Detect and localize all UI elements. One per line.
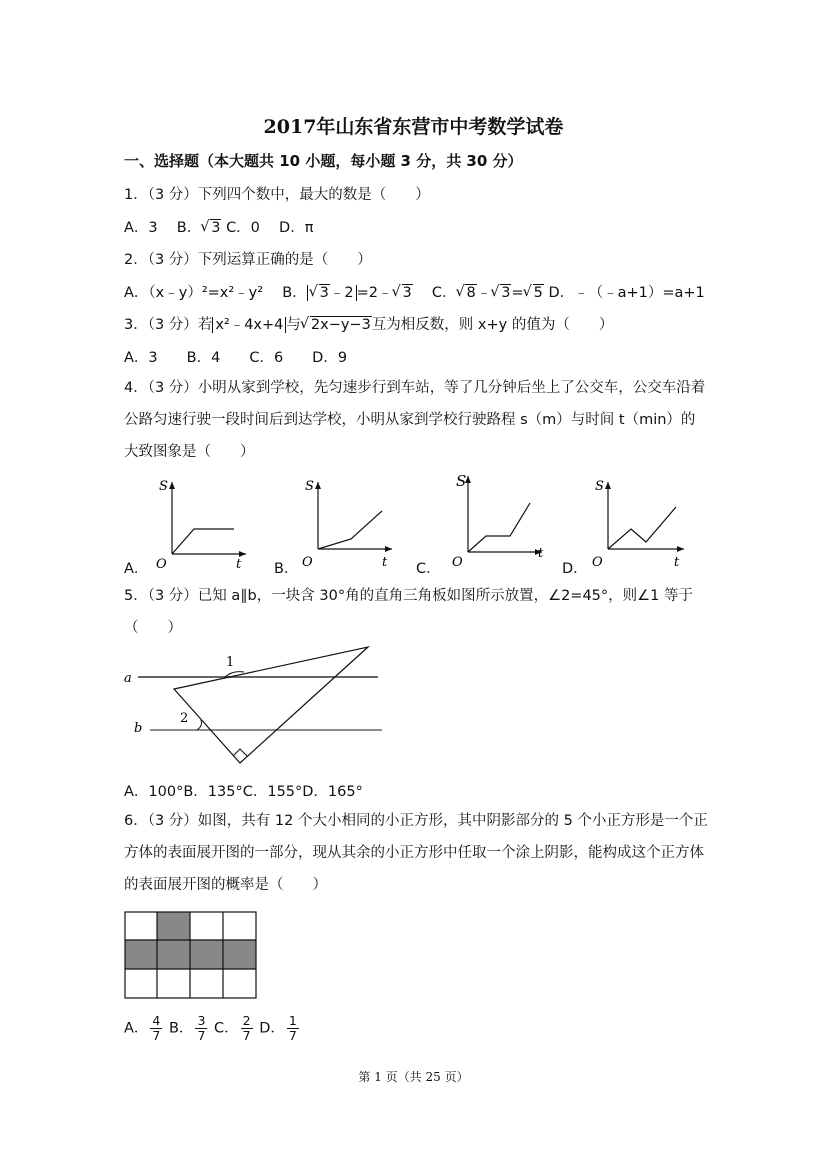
q2-option-a: A．（x﹣y）²=x²﹣y²: [124, 285, 264, 301]
q4-graph-d: [586, 476, 691, 568]
q5-label-angle-2: 2: [180, 711, 189, 726]
q4-option-a: A．: [124, 561, 149, 577]
q2-option-b-abs: √ 3﹣2: [307, 285, 357, 301]
q4-c-t-label: t: [538, 546, 544, 561]
q2-options: A．（x﹣y）²=x²﹣y² B．√ 3﹣2 =2﹣√ 3 C．√ 8﹣√ 3=√ 5 D．﹣（﹣a+1）=a+1: [124, 281, 705, 302]
q6-shaded-square: [190, 940, 223, 969]
q1-option-d: D．π: [279, 220, 314, 236]
section-heading: 一、选择题（本大题共 10 小题，每小题 3 分，共 30 分）: [124, 152, 523, 170]
q4-option-b: B．: [274, 561, 299, 577]
q5-figure: [120, 640, 390, 770]
q4-stem: 4．（3 分）小明从家到学校，先匀速步行到车站，等了几分钟后坐上了公交车，公交车沿着公路匀速行驶一段时间后到达学校，小明从家到学校行驶路程 s（m）与时间 t（min）的大致图象是（ ）: [124, 380, 706, 460]
page-title: 2017年山东省东营市中考数学试卷: [263, 116, 564, 138]
q3-options: A．3 B．4 C．6 D．9: [124, 350, 348, 366]
q6-option-d-fraction: $\frac{1}{7}$: [288, 1013, 297, 1043]
q4-d-t-label: t: [674, 555, 680, 568]
q4-b-s-label: S: [305, 479, 314, 494]
page-footer: 第 1 页（共 25 页）: [358, 1070, 469, 1084]
q1-options: [124, 216, 313, 237]
q2-stem: 2．（3 分）下列运算正确的是（ ）: [124, 252, 372, 268]
q5-label-angle-1: 1: [226, 655, 235, 670]
q4-graph-b: [296, 476, 396, 568]
q4-option-c: C．: [416, 561, 441, 577]
q1-stem: 1．（3 分）下列四个数中，最大的数是（ ）: [124, 187, 430, 203]
q4-c-origin: O: [452, 555, 463, 568]
q6-option-d-label: D．: [259, 1020, 285, 1037]
q4-a-t-label: t: [236, 557, 242, 568]
q4-graph-c: [446, 470, 551, 568]
q4-b-origin: O: [302, 555, 313, 568]
q3-stem: 3．（3 分）若 x²﹣4x+4 与√ 2x−y−3互为相反数，则 x+y 的值为（ ）: [124, 313, 613, 334]
q6-shaded-square: [157, 940, 190, 969]
q4-a-s-label: S: [159, 479, 168, 494]
q5-label-b: b: [134, 721, 143, 736]
q6-option-a-fraction: $\frac{4}{7}$: [152, 1013, 161, 1043]
q6-shaded-square: [223, 940, 256, 969]
q6-stem: 6．（3 分）如图，共有 12 个大小相同的小正方形，其中阴影部分的 5 个小正方形是一个正方体的表面展开图的一部分，现从其余的小正方形中任取一个涂上阴影，能构成这个正方体的表面展开图的概率是（ ）: [124, 813, 708, 893]
q4-graph-a: [150, 476, 250, 568]
q5-label-a: a: [124, 671, 132, 686]
q4-c-s-label: S: [456, 472, 467, 490]
q5-triangle: [174, 647, 368, 763]
q4-option-d: D．: [562, 561, 588, 577]
q6-shaded-square: [157, 912, 190, 940]
q2-option-b-label: B．: [282, 285, 307, 301]
q2-option-d: D．﹣（﹣a+1）=a+1: [548, 285, 705, 301]
q3-sqrt-expression: √ 2x−y−3: [301, 317, 372, 333]
q1-option-a: A．3: [124, 220, 158, 236]
q4-a-origin: O: [156, 557, 167, 568]
q6-shaded-square: [125, 940, 157, 969]
q6-grid-figure: [124, 911, 258, 999]
q5-options: A．100°B．135°C．155°D．165°: [124, 784, 363, 800]
q1-option-b-label: B．: [176, 220, 202, 236]
q5-stem: 5．（3 分）已知 a∥b，一块含 30°角的直角三角板如图所示放置，∠2=45°，则∠1 等于（ ）: [124, 588, 693, 636]
q6-option-b-fraction: $\frac{3}{7}$: [197, 1013, 206, 1043]
q1-option-b-sqrt: √ 3: [201, 220, 221, 236]
q1-option-c: C．0: [226, 220, 260, 236]
q4-d-origin: O: [592, 555, 603, 568]
q2-option-c-label: C．: [431, 285, 457, 301]
q6-option-c-label: C．: [214, 1020, 239, 1037]
q4-d-s-label: S: [595, 479, 604, 494]
q6-option-c-fraction: $\frac{2}{7}$: [242, 1013, 251, 1043]
q6-option-b-label: B．: [168, 1020, 194, 1037]
q6-options: [124, 1014, 301, 1043]
q6-option-a-label: A．: [124, 1020, 149, 1037]
q3-abs-expression: x²﹣4x+4: [212, 317, 286, 333]
q4-b-t-label: t: [382, 555, 388, 568]
